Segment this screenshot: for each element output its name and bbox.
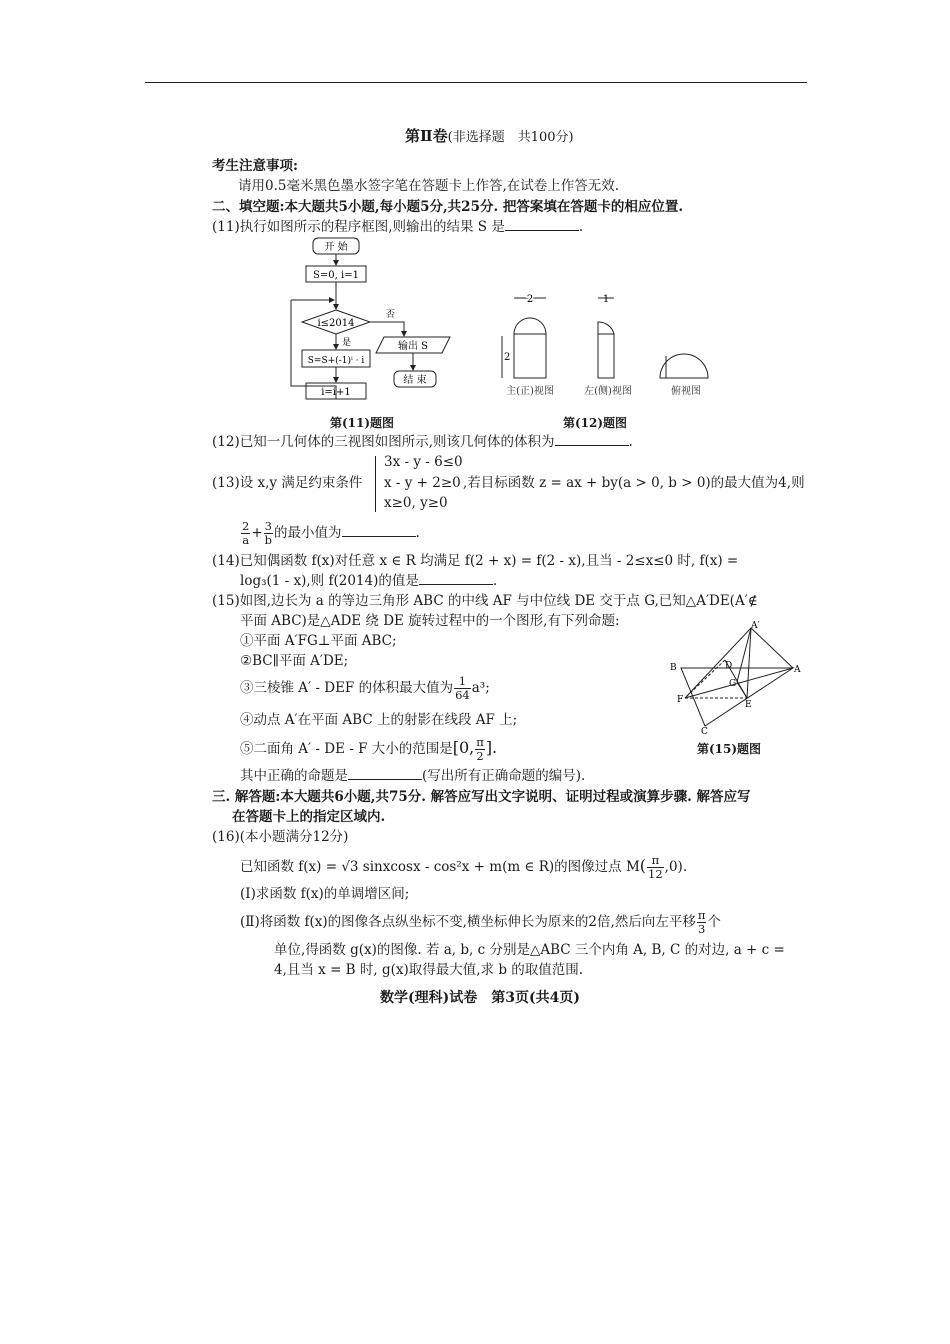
flow-start-text: 开 始 — [324, 242, 348, 253]
q12-answer-blank — [555, 433, 629, 446]
flow-no-label: 否 — [386, 310, 396, 320]
q16-stem: 已知函数 f(x) = √3 sinxcosx - cos²x + m(m ∈ R)的图像过点 M( $\frac{\pi}{12}$ ,0). — [240, 853, 688, 881]
q16-frac-pi-12: $\frac{\pi}{12}$ — [648, 853, 663, 881]
front-dim-top: 2 — [526, 294, 534, 305]
page-title — [405, 127, 574, 147]
title-main: 第Ⅱ卷 — [405, 127, 448, 145]
side-dim-top: 1 — [602, 294, 610, 305]
flow-incr-text: i=i+1 — [321, 387, 351, 398]
q11-caption: 第(11)题图 — [330, 416, 395, 430]
q15-prop-5: ⑤二面角 A′ - DE - F 大小的范围是[0, $\frac{\pi}{2}$ ]. — [240, 735, 498, 763]
notice-text: 请用0.5毫米黑色墨水签字笔在答题卡上作答,在试卷上作答无效. — [238, 178, 620, 194]
top-rule — [145, 82, 807, 83]
q15-answer-line: 其中正确的命题是 (写出所有正确命题的编号). — [240, 768, 586, 784]
q13-suffix: ,若目标函数 z = ax + by(a > 0, b > 0)的最大值为4,则 — [463, 475, 805, 491]
q13-line2: $\frac{2}{a}$ + $\frac{3}{b}$ 的最小值为 . — [242, 519, 420, 547]
q15-line2: 平面 ABC)是△ADE 绕 DE 旋转过程中的一个图形,有下列命题: — [240, 613, 620, 629]
q13-answer-blank — [342, 524, 416, 537]
q14-line2: log₃(1 - x),则 f(2014)的值是 . — [240, 573, 498, 589]
q13-prefix: (13)设 x,y 满足约束条件 — [212, 475, 363, 491]
q12-caption: 第(12)题图 — [563, 416, 628, 430]
flow-end-text: 结 束 — [403, 375, 427, 386]
q15-prop-2: ②BC∥平面 A′DE; — [240, 653, 349, 669]
side-view — [584, 294, 632, 397]
q16-heading: (16)(本小题满分12分) — [212, 829, 349, 845]
q13-frac-1: $\frac{2}{a}$ — [242, 519, 250, 547]
flow-yes-label: 是 — [342, 338, 352, 348]
side-view-label: 左(侧)视图 — [584, 386, 632, 397]
q15-prop-1: ①平面 A′FG⊥平面 ABC; — [240, 633, 397, 649]
fig-label-A1: A′ — [751, 621, 760, 631]
top-view-label: 俯视图 — [671, 386, 701, 397]
q14-answer-blank — [419, 572, 493, 585]
title-sub: (非选择题 共100分) — [447, 130, 574, 145]
q12-end: . — [628, 434, 633, 450]
q11-answer-blank — [505, 218, 579, 231]
q13-frac-2: $\frac{3}{b}$ — [264, 519, 273, 547]
q16-frac-pi-3: $\frac{\pi}{3}$ — [697, 908, 706, 936]
q13-constraint-3: x≥0, y≥0 — [384, 495, 448, 511]
flow-update-text: S=S+(-1)ⁱ · i — [307, 356, 365, 366]
q13-constraint-1: 3x - y - 6≤0 — [384, 454, 463, 470]
q15-caption: 第(15)题图 — [697, 742, 762, 756]
fig-label-F: F — [677, 695, 684, 705]
q13-brace — [375, 456, 382, 512]
q11-end: . — [578, 219, 584, 235]
q13-tail: 的最小值为 — [274, 525, 342, 541]
front-view-label: 主(正)视图 — [506, 386, 554, 397]
fig-label-A: A — [794, 665, 801, 675]
fig-label-C: C — [701, 727, 708, 735]
q11-text — [212, 218, 583, 236]
top-view — [660, 354, 708, 397]
fig-label-D: D — [725, 661, 733, 671]
front-view — [502, 294, 554, 397]
q16-part1: (Ⅰ)求函数 f(x)的单调增区间; — [240, 886, 410, 902]
q15-figure — [665, 620, 805, 735]
q11-flowchart — [282, 236, 462, 406]
q14-line1: (14)已知偶函数 f(x)对任意 x ∈ R 均满足 f(2 + x) = f(2 - x),且当 - 2≤x≤0 时, f(x) = — [212, 553, 739, 569]
q12-text — [212, 433, 633, 451]
q16-part2-line2: 单位,得函数 g(x)的图像. 若 a, b, c 分别是△ABC 三个内角 A, B, C 的对边, a + c = — [274, 942, 785, 958]
q11-stem: (11)执行如图所示的程序框图,则输出的结果 S 是 — [212, 219, 505, 235]
flow-output-text: 输出 S — [397, 341, 429, 352]
q13-constraint-2: x - y + 2≥0 — [384, 475, 461, 491]
front-dim-side: 2 — [504, 352, 511, 363]
q16-part2-line3: 4,且当 x = B 时, g(x)取得最大值,求 b 的取值范围. — [274, 962, 584, 978]
q15-prop-3: ③三棱锥 A′ - DEF 的体积最大值为 $\frac{1}{64}$ a³; — [240, 674, 490, 702]
q12-stem: (12)已知一几何体的三视图如图所示,则该几何体的体积为 — [212, 434, 555, 450]
q15-frac-pi-2: $\frac{\pi}{2}$ — [476, 735, 484, 763]
q16-part2-line1: (Ⅱ)将函数 f(x)的图像各点纵坐标不变,横坐标伸长为原来的2倍,然后向左平移 $\frac{\pi}{3}$ 个 — [240, 908, 721, 936]
section3-heading-1: 三. 解答题:本大题共6小题,共75分. 解答应写出文字说明、证明过程或演算步骤. 解答应写 — [212, 789, 751, 805]
section2-heading: 二、填空题:本大题共5小题,每小题5分,共25分. 把答案填在答题卡的相应位置. — [212, 199, 684, 215]
page-footer: 数学(理科)试卷 第3页(共4页) — [380, 990, 580, 1006]
flow-init-text: S=0, i=1 — [313, 270, 359, 281]
q15-line1: (15)如图,边长为 a 的等边三角形 ABC 的中线 AF 与中位线 DE 交于点 G,已知△A′DE(A′∉ — [212, 593, 758, 609]
notice-heading: 考生注意事项: — [212, 158, 298, 174]
flow-condition-text: i≤2014 — [317, 318, 355, 329]
q12-three-view-figure — [490, 290, 730, 400]
q15-answer-blank — [348, 767, 422, 780]
fig-label-B: B — [670, 663, 677, 673]
fig-label-G: G — [729, 679, 737, 689]
q15-frac-1-64: $\frac{1}{64}$ — [455, 674, 470, 702]
section3-heading-2: 在答题卡上的指定区域内. — [232, 809, 386, 825]
q15-prop-4: ④动点 A′在平面 ABC 上的射影在线段 AF 上; — [240, 712, 518, 728]
fig-label-E: E — [745, 700, 752, 710]
